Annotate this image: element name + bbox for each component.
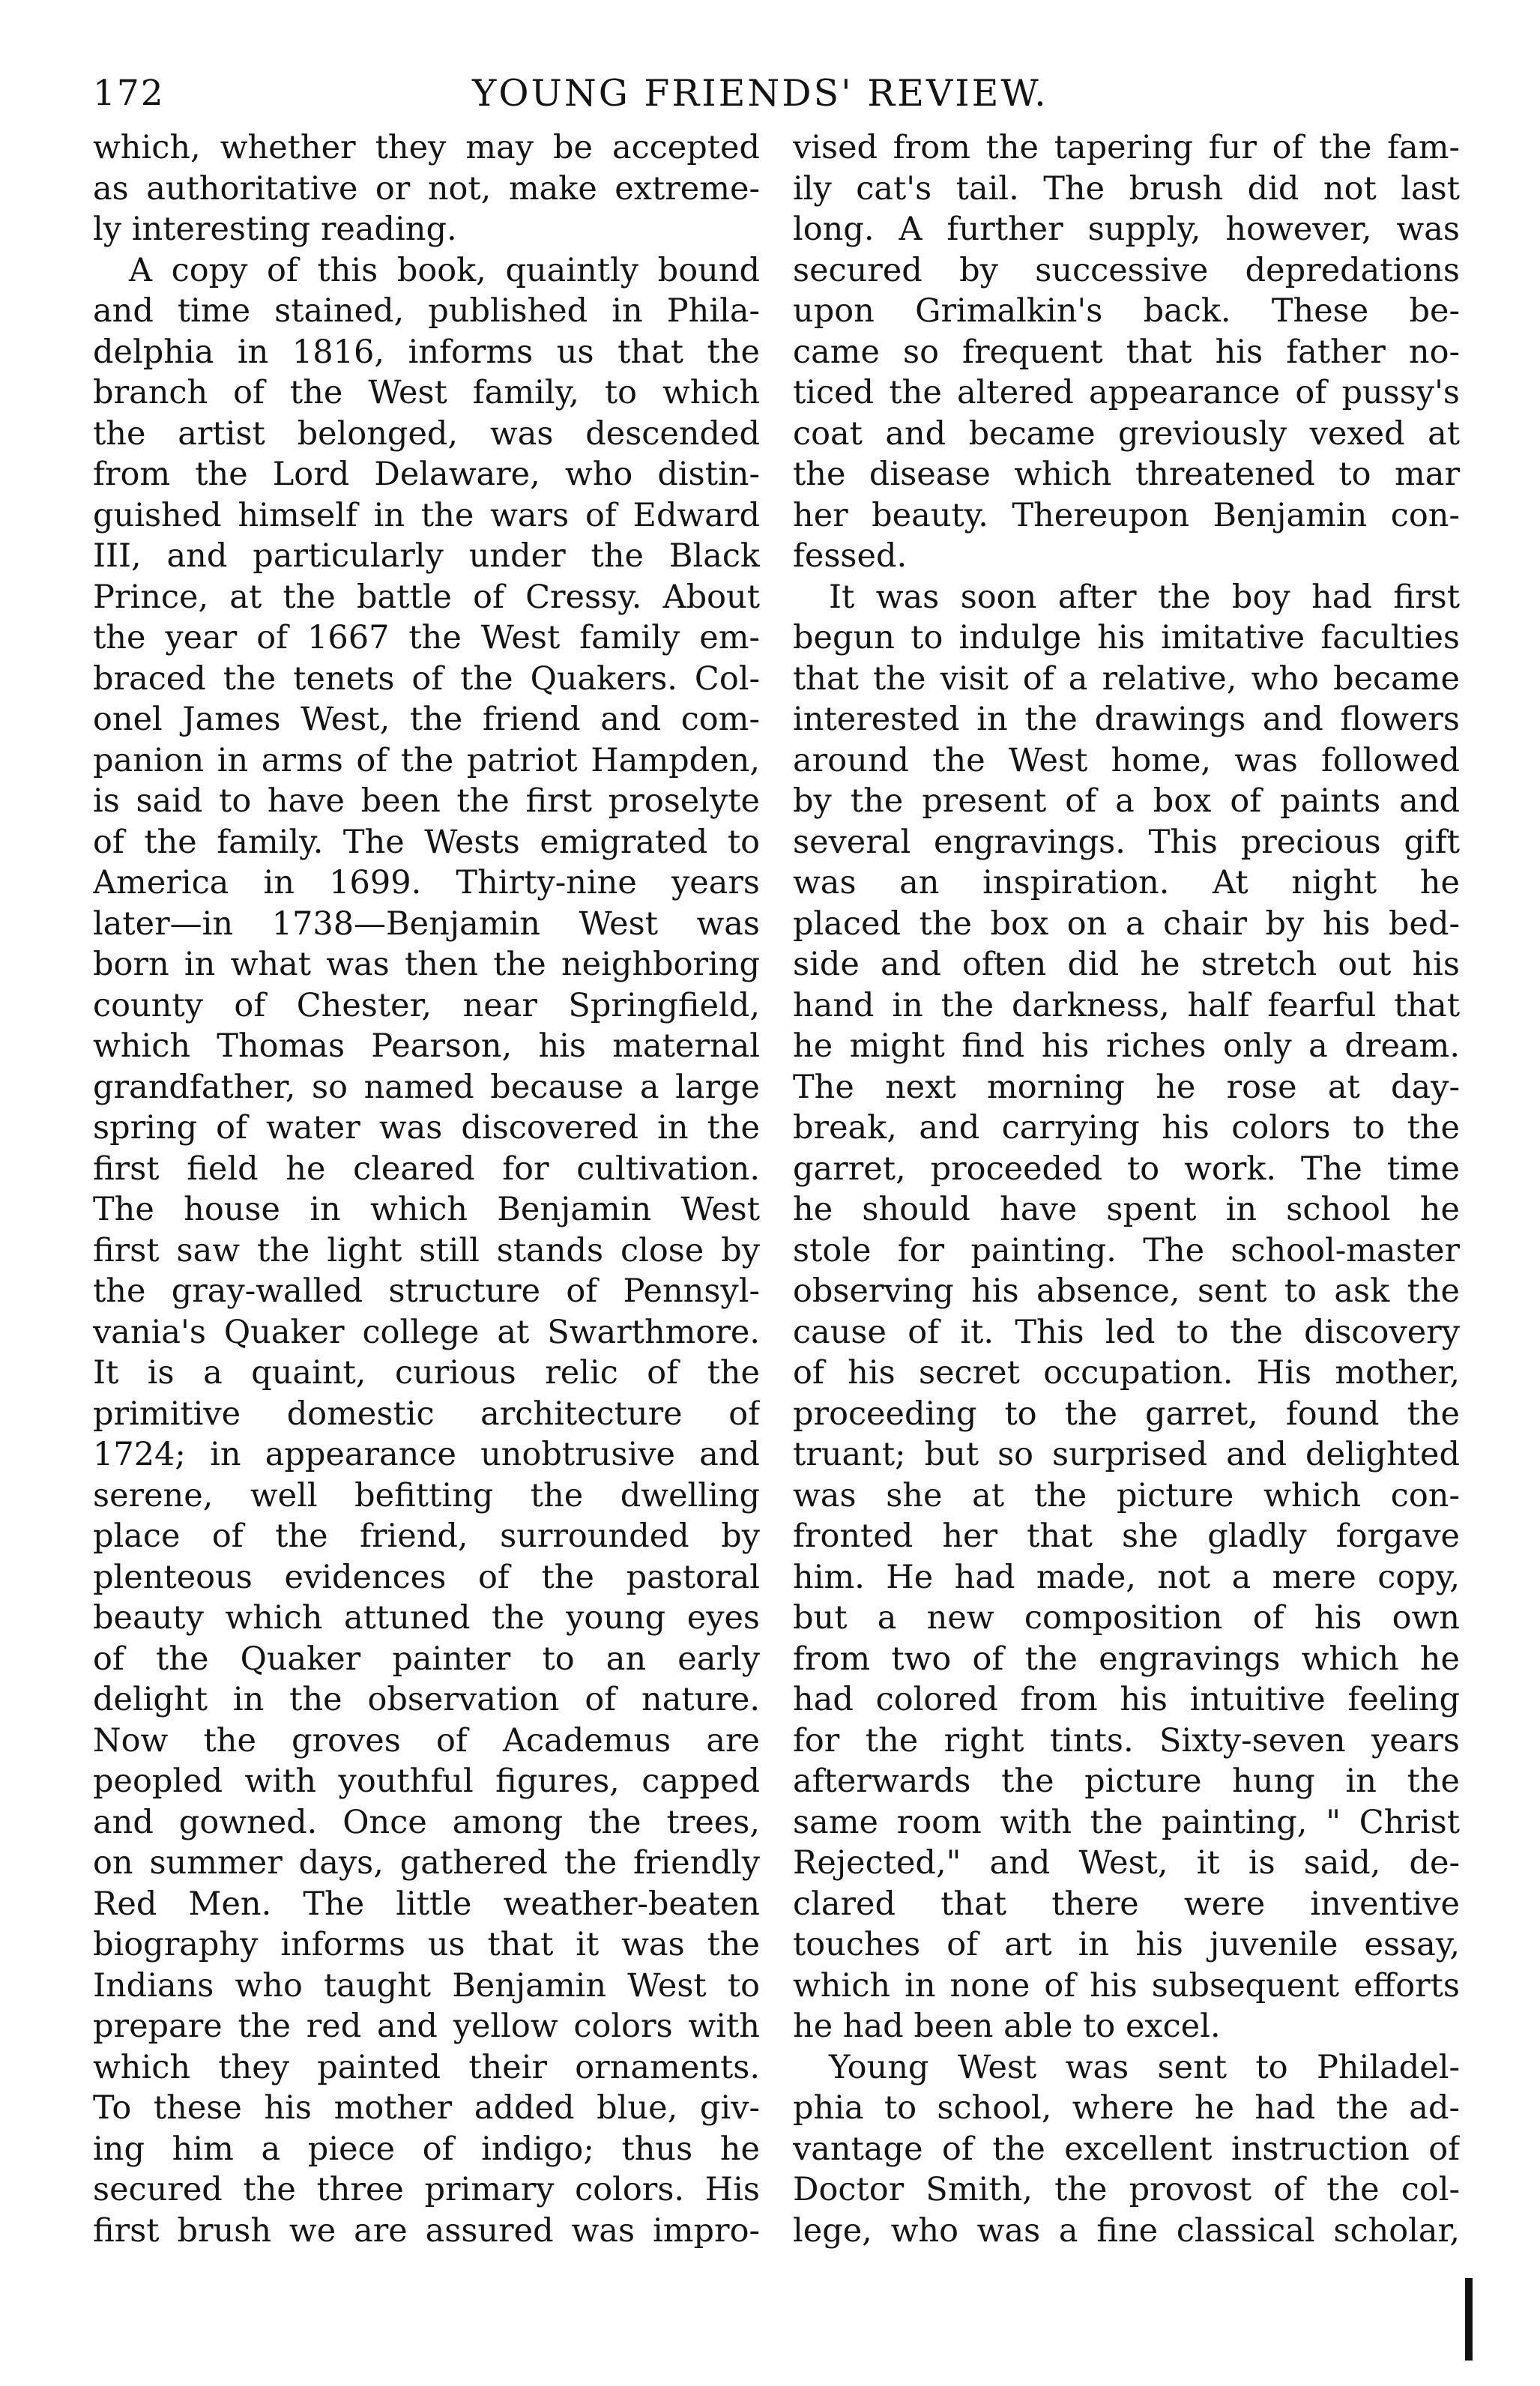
text-line: long. A further supply, however, was bbox=[793, 211, 1460, 248]
text-line: stole for painting. The school-master bbox=[793, 1231, 1460, 1269]
text-line: The next morning he rose at day- bbox=[793, 1068, 1460, 1106]
text-line: came so frequent that his father no- bbox=[793, 333, 1460, 371]
text-line: Prince, at the battle of Cressy. About bbox=[93, 578, 760, 616]
text-line: first brush we are assured was impro- bbox=[93, 2211, 760, 2250]
text-line: Doctor Smith, the provost of the col- bbox=[793, 2171, 1460, 2208]
text-line: The house in which Benjamin West bbox=[93, 1191, 760, 1228]
text-line: around the West home, was followed bbox=[793, 741, 1460, 779]
left-column bbox=[93, 127, 760, 2251]
text-line: afterwards the picture hung in the bbox=[793, 1763, 1460, 1800]
text-line: serene, well befitting the dwelling bbox=[93, 1476, 760, 1514]
text-line: secured the three primary colors. His bbox=[93, 2171, 760, 2208]
text-line: To these his mother added blue, giv- bbox=[93, 2089, 760, 2127]
text-line: the gray-walled structure of Pennsyl- bbox=[93, 1272, 760, 1310]
text-line: 1724; in appearance unobtrusive and bbox=[93, 1436, 760, 1473]
right-column bbox=[793, 127, 1460, 2251]
text-line: her beauty. Thereupon Benjamin con- bbox=[793, 496, 1460, 534]
text-line: from two of the engravings which he bbox=[793, 1640, 1460, 1678]
text-line: first saw the light still stands close by bbox=[93, 1231, 760, 1269]
text-line: onel James West, the friend and com- bbox=[93, 701, 760, 738]
text-line: had colored from his intuitive feeling bbox=[793, 1681, 1460, 1718]
text-line: which Thomas Pearson, his maternal bbox=[93, 1027, 760, 1065]
text-line: him. He had made, not a mere copy, bbox=[793, 1558, 1460, 1596]
text-line: ly interesting reading. bbox=[93, 211, 457, 248]
text-line: delight in the observation of nature. bbox=[93, 1681, 760, 1718]
text-line: the year of 1667 the West family em- bbox=[93, 619, 760, 656]
text-line: branch of the West family, to which bbox=[93, 374, 760, 411]
binding-edge-mark bbox=[1465, 2278, 1473, 2361]
text-line: biography informs us that it was the bbox=[93, 1926, 760, 1963]
text-line: of the family. The Wests emigrated to bbox=[93, 823, 760, 861]
text-line: garret, proceeded to work. The time bbox=[793, 1150, 1460, 1188]
text-line: peopled with youthful figures, capped bbox=[93, 1763, 760, 1800]
text-line: by the present of a box of paints and bbox=[793, 782, 1460, 820]
text-line: Red Men. The little weather-beaten bbox=[93, 1885, 760, 1923]
text-line: which, whether they may be accepted bbox=[93, 129, 760, 166]
text-line: phia to school, where he had the ad- bbox=[793, 2089, 1460, 2127]
text-line: county of Chester, near Springfield, bbox=[93, 986, 760, 1024]
text-line: ily cat's tail. The brush did not last bbox=[793, 169, 1460, 208]
text-line: Young West was sent to Philadel- bbox=[829, 2048, 1460, 2086]
text-line: was she at the picture which con- bbox=[793, 1476, 1460, 1514]
page-header bbox=[0, 72, 1540, 117]
text-line: secured by successive depredations bbox=[793, 251, 1460, 289]
text-line: he had been able to excel. bbox=[793, 2008, 1221, 2045]
text-line: vantage of the excellent instruction of bbox=[793, 2130, 1460, 2168]
text-line: prepare the red and yellow colors with bbox=[93, 2008, 760, 2045]
text-line: begun to indulge his imitative faculties bbox=[793, 619, 1460, 656]
text-line: from the Lord Delaware, who distin- bbox=[93, 456, 760, 493]
text-line: break, and carrying his colors to the bbox=[793, 1109, 1460, 1147]
text-line: clared that there were inventive bbox=[793, 1885, 1460, 1923]
text-line: ticed the altered appearance of pussy's bbox=[793, 374, 1460, 411]
text-line: cause of it. This led to the discovery bbox=[793, 1313, 1460, 1351]
text-line: but a new composition of his own bbox=[793, 1599, 1460, 1637]
text-line: America in 1699. Thirty-nine years bbox=[93, 864, 760, 901]
text-line: upon Grimalkin's back. These be- bbox=[793, 292, 1460, 330]
text-line: later—in 1738—Benjamin West was bbox=[93, 904, 760, 943]
text-line: the disease which threatened to mar bbox=[793, 456, 1460, 493]
text-line: lege, who was a fine classical scholar, bbox=[793, 2211, 1460, 2250]
text-line: panion in arms of the patriot Hampden, bbox=[93, 741, 760, 779]
text-line: delphia in 1816, informs us that the bbox=[93, 333, 760, 371]
text-line: III, and particularly under the Black bbox=[93, 537, 760, 575]
text-line: plenteous evidences of the pastoral bbox=[93, 1558, 760, 1596]
text-line: several engravings. This precious gift bbox=[793, 823, 1460, 861]
text-line: coat and became greviously vexed at bbox=[793, 414, 1460, 453]
text-line: side and often did he stretch out his bbox=[793, 946, 1460, 983]
text-line: placed the box on a chair by his bed- bbox=[793, 904, 1460, 943]
text-line: same room with the painting, " Christ bbox=[793, 1803, 1460, 1841]
text-line: touches of art in his juvenile essay, bbox=[793, 1926, 1460, 1963]
text-line: Now the groves of Academus are bbox=[93, 1721, 760, 1760]
text-line: was an inspiration. At night he bbox=[793, 864, 1460, 901]
text-line: spring of water was discovered in the bbox=[93, 1109, 760, 1147]
text-line: he should have spent in school he bbox=[793, 1191, 1460, 1228]
text-line: Rejected," and West, it is said, de- bbox=[793, 1844, 1460, 1882]
text-line: first field he cleared for cultivation. bbox=[93, 1150, 760, 1188]
text-line: and gowned. Once among the trees, bbox=[93, 1803, 760, 1841]
running-title: YOUNG FRIENDS' REVIEW. bbox=[472, 72, 1048, 115]
text-line: which they painted their ornaments. bbox=[93, 2048, 760, 2086]
text-line: Indians who taught Benjamin West to bbox=[93, 1966, 760, 2005]
text-line: of the Quaker painter to an early bbox=[93, 1640, 760, 1678]
text-line: fessed. bbox=[793, 537, 908, 575]
text-line: braced the tenets of the Quakers. Col- bbox=[93, 659, 760, 698]
text-line: which in none of his subsequent efforts bbox=[793, 1966, 1460, 2005]
text-line: of his secret occupation. His mother, bbox=[793, 1354, 1460, 1392]
text-line: for the right tints. Sixty-seven years bbox=[793, 1721, 1460, 1760]
text-line: It was soon after the boy had first bbox=[829, 578, 1460, 616]
text-line: hand in the darkness, half fearful that bbox=[793, 986, 1460, 1024]
text-line: the artist belonged, was descended bbox=[93, 414, 760, 453]
text-line: interested in the drawings and flowers bbox=[793, 701, 1460, 738]
text-line: as authoritative or not, make extreme- bbox=[93, 169, 760, 208]
text-line: place of the friend, surrounded by bbox=[93, 1517, 760, 1555]
text-line: on summer days, gathered the friendly bbox=[93, 1844, 760, 1882]
text-line: guished himself in the wars of Edward bbox=[93, 496, 760, 534]
text-line: born in what was then the neighboring bbox=[93, 946, 760, 983]
text-line: is said to have been the first proselyte bbox=[93, 782, 760, 820]
text-line: It is a quaint, curious relic of the bbox=[93, 1354, 760, 1392]
text-line: grandfather, so named because a large bbox=[93, 1068, 760, 1106]
text-line: fronted her that she gladly forgave bbox=[793, 1517, 1460, 1555]
text-line: ing him a piece of indigo; thus he bbox=[93, 2130, 760, 2168]
text-line: observing his absence, sent to ask the bbox=[793, 1272, 1460, 1310]
text-line: A copy of this book, quaintly bound bbox=[129, 251, 760, 289]
text-line: beauty which attuned the young eyes bbox=[93, 1599, 760, 1637]
text-line: proceeding to the garret, found the bbox=[793, 1395, 1460, 1433]
page-number: 172 bbox=[93, 73, 165, 114]
text-line: and time stained, published in Phila- bbox=[93, 292, 760, 330]
text-line: vania's Quaker college at Swarthmore. bbox=[93, 1313, 760, 1351]
text-line: he might find his riches only a dream. bbox=[793, 1027, 1460, 1065]
text-line: primitive domestic architecture of bbox=[93, 1395, 760, 1433]
text-line: vised from the tapering fur of the fam- bbox=[793, 129, 1460, 166]
text-line: that the visit of a relative, who became bbox=[793, 659, 1460, 698]
text-line: truant; but so surprised and delighted bbox=[793, 1436, 1460, 1473]
